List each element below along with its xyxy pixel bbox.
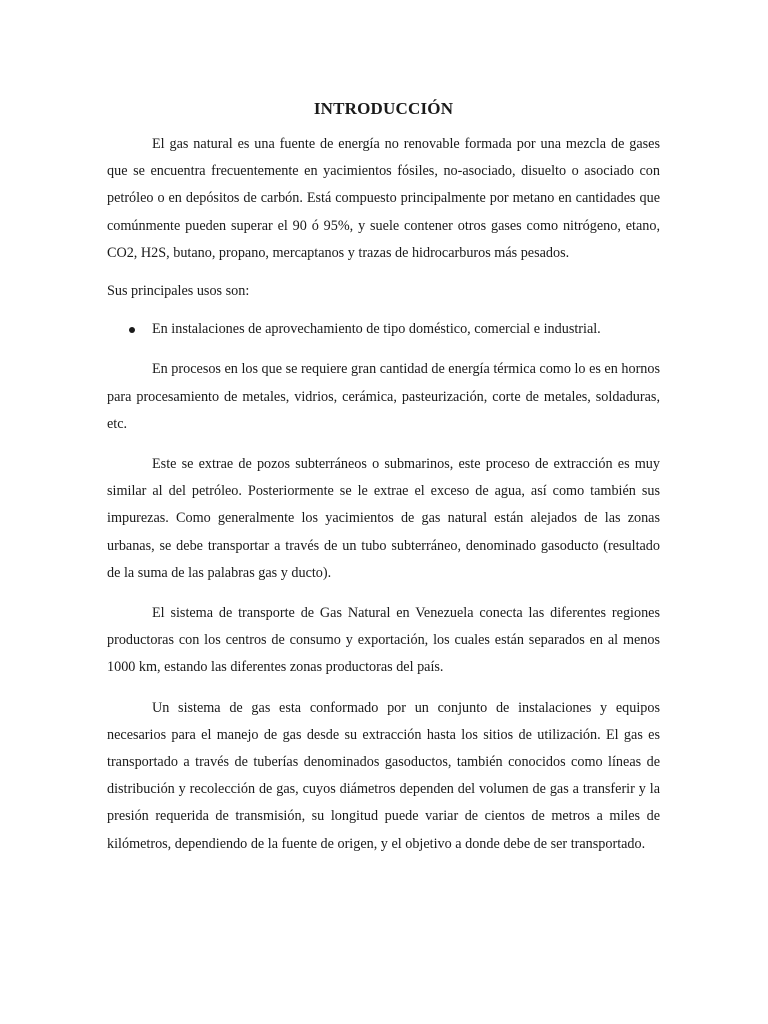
paragraph-extraction: Este se extrae de pozos subterráneos o submarinos, este proceso de extracción es muy similar al del petróleo. Posteriormente se le extrae el exceso de agua, así como también sus impurezas. Como generalmente los yacimientos de gas natural están alejados de las zonas urbanas, se debe transportar a través de un tubo subterráneo, denominado gasoducto (resultado de la suma de las palabras gas y ducto).: [107, 456, 660, 581]
uses-intro-text: Sus principales usos son:: [107, 283, 250, 300]
list-item: [107, 316, 660, 343]
paragraph-thermal-uses: En procesos en los que se requiere gran cantidad de energía térmica como lo es en hornos para procesamiento de metales, vidrios, cerámica, pasteurización, corte de metales, soldaduras, etc.: [107, 361, 660, 432]
bullet-icon: [129, 327, 135, 333]
paragraph-intro: El gas natural es una fuente de energía no renovable formada por una mezcla de gases que se encuentra frecuentemente en yacimientos fósiles, no-asociado, disuelto o asociado con petróleo o en depósitos de carbón. Está compuesto principalmente por metano en cantidades que comúnmente pueden superar el 90 ó 95%, y suele contener otros gases como nitrógeno, etano, CO2, H2S, butano, propano, mercaptanos y trazas de hidrocarburos más pesados.: [107, 136, 660, 261]
document-title: INTRODUCCIÓN: [313, 99, 454, 118]
document-page: [107, 97, 660, 858]
paragraph-venezuela-transport: El sistema de transporte de Gas Natural en Venezuela conecta las diferentes regiones productoras con los centros de consumo y exportación, los cuales están separados en al menos 1000 km, estando las diferentes zonas productoras del país.: [107, 605, 660, 676]
paragraph-gas-system: Un sistema de gas esta conformado por un conjunto de instalaciones y equipos necesarios para el manejo de gas desde su extracción hasta los sitios de utilización. El gas es transportado a través de tuberías denominados gasoductos, también conocidos como líneas de distribución y recolección de gas, cuyos diámetros dependen del volumen de gas a transferir y la presión requerida de transmisión, su longitud puede variar de cientos de metros a miles de kilómetros, dependiendo de la fuente de origen, y el objetivo a donde debe de ser transportado.: [107, 699, 660, 852]
list-item-text: En instalaciones de aprovechamiento de tipo doméstico, comercial e industrial.: [152, 321, 601, 338]
uses-list: [107, 316, 660, 343]
